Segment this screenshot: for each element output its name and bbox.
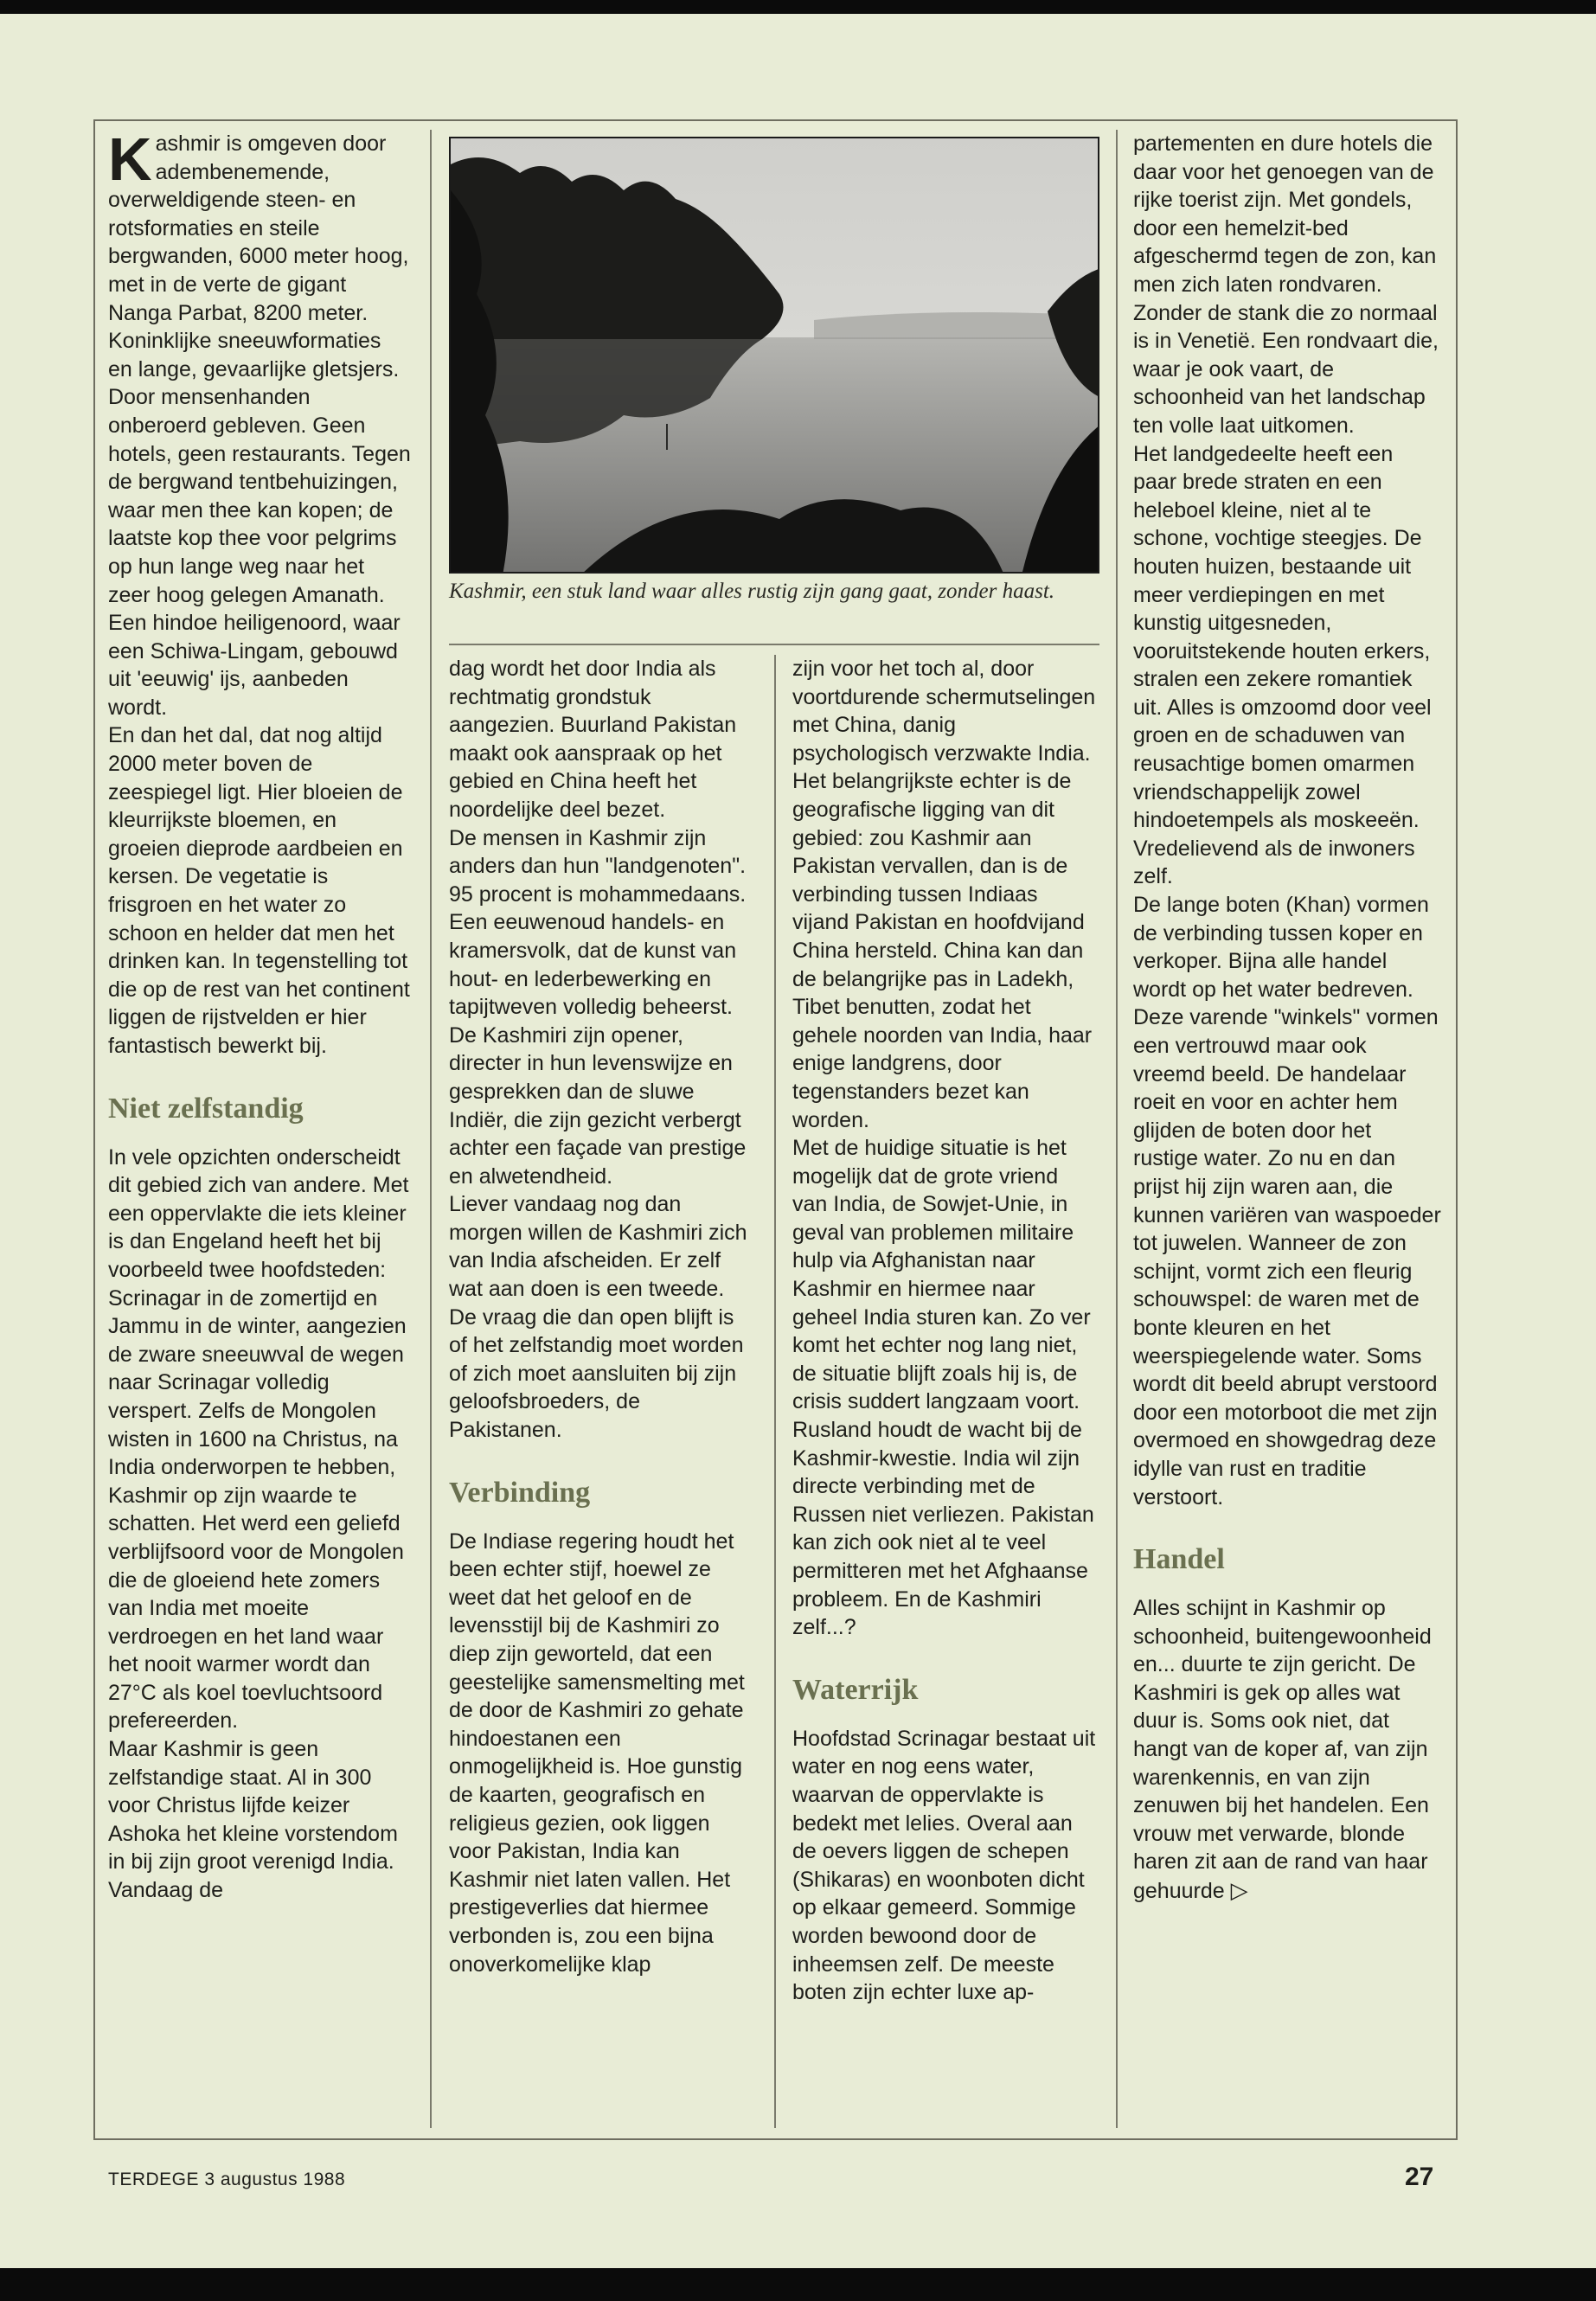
closing-text: Alles schijnt in Kashmir op schoonheid, buitengewoonheid en... duurte te zijn gericht. De Kashmiri is gek op alles wat duur is. Soms ook niet, dat hangt van de koper af, van zijn warenkennis, en van zijn zenuwen bij het handelen. Een vrouw met verwarde, blonde haren zit aan de rand van haar gehuurde: [1133, 1596, 1432, 1904]
lake-landscape-image: [451, 138, 1099, 574]
subheading: Niet zelfstandig: [108, 1092, 304, 1125]
paragraph: In vele opzichten onderscheidt dit gebied zich van andere. Met een oppervlakte die iets kleiner is dan Engeland heeft het bij voorbeeld twee hoofdsteden: Scrinagar in de zomertijd en Jammu in de winter, aangezien de zware sneeuwval de wegen naar Scrinagar volledig verspert. Zelfs de Mongolen wisten in 1600 na Christus, na India onderworpen te hebben, Kashmir op zijn waarde te schatten. Het werd een geliefd verblijfsoord voor de Mongolen die de gloeiend hete zomers van India met moeite verdroegen en het land waar het nooit warmer wordt dan 27°C als koel toevluchtsoord prefereerden.: [108, 1144, 409, 1734]
article-column-1: [108, 125, 411, 1905]
article-column-3: [792, 655, 1097, 2007]
column-rule: [774, 655, 776, 2128]
subheading: Waterrijk: [792, 1673, 919, 1706]
column-rule: [1116, 130, 1118, 2128]
article-column-2: [449, 655, 757, 1978]
paragraph: [1133, 1594, 1441, 1906]
paragraph: zijn voor het toch al, door voortdurende schermutselingen met China, danig psychologisch verzwakte India. Het belangrijkste echter is de geografische ligging van dit gebied: zou Kashmir aan Pakistan vervallen, dan is de verbinding tussen Indiaas vijand Pakistan en hoofdvijand China hersteld. China kan dan de belangrijke pas in Ladekh, Tibet benutten, zodat het gehele noorden van India, haar enige landgrens, door tegenstanders bezet kan worden.: [792, 657, 1096, 1132]
caption-rule: [449, 644, 1099, 645]
paragraph: De Indiase regering houdt het been echter stijf, hoewel ze weet dat het geloof en de levensstijl bij de Kashmiri zo diep zijn geworteld, dat een geestelijke samensmelting met de door de Kashmiri zo gehate hindoestanen een onmogelijkheid is. Hoe gunstig de kaarten, geografisch en religieus gezien, ook liggen voor Pakistan, India kan Kashmir niet laten vallen. Het prestigeverlies dat hiermee verbonden is, zou een bijna onoverkomelijke klap: [449, 1529, 745, 1977]
paragraph: dag wordt het door India als rechtmatig grondstuk aangezien. Buurland Pakistan maakt ook aanspraak op het gebied en China heeft het noordelijke deel bezet.: [449, 657, 737, 822]
paragraph: Maar Kashmir is geen zelfstandige staat. Al in 300 voor Christus lijfde keizer Ashoka het kleine vorstendom in bij zijn groot verenigd India. Vandaag de: [108, 1737, 398, 1903]
paragraph: Liever vandaag nog dan morgen willen de Kashmiri zich van India afscheiden. Er zelf wat aan doen is een tweede. De vraag die dan open blijft is of het zelfstandig moet worden of zich moet aansluiten bij zijn geloofsbroeders, de Pakistanen.: [449, 1192, 747, 1443]
paragraph: partementen en dure hotels die daar voor het genoegen van de rijke toerist zijn. Met gondels, door een hemelzit-bed afgeschermd tegen de zon, kan men zich laten rondvaren. Zonder de stank die zo normaal is in Venetië. Een rondvaart die, waar je ook vaart, de schoonheid van het landschap ten volle laat uitkomen.: [1133, 131, 1439, 438]
drop-cap: K: [108, 125, 152, 193]
paragraph: En dan het dal, dat nog altijd 2000 meter boven de zeespiegel ligt. Hier bloeien de kleurrijkste bloemen, en groeien dieprode aardbeien en kersen. De vegetatie is frisgroen en het water zo schoon en helder dat men het drinken kan. In tegenstelling tot die op de rest van het continent liggen de rijstvelden er hier fantastisch bewerkt bij.: [108, 723, 410, 1058]
scan-border: [0, 2268, 1596, 2301]
paragraph: Hoofdstad Scrinagar bestaat uit water en nog eens water, waarvan de oppervlakte is bedekt met lelies. Overal aan de oevers liggen de schepen (Shikaras) en woonboten dicht op elkaar gemeerd. Sommige worden bewoond door de inheemsen zelf. De meeste boten zijn echter luxe ap-: [792, 1726, 1096, 2005]
intro-text: ashmir is omgeven door adembenemende, overweldigende steen- en rotsformaties en steile bergwanden, 6000 meter hoog, met in de verte de gigant Nanga Parbat, 8200 meter. Koninklijke sneeuwformaties en lange, gevaarlijke gletsjers. Door mensenhanden onberoerd gebleven. Geen hotels, geen restaurants. Tegen de bergwand tentbehuizingen, waar men thee kan kopen; de laatste kop thee voor pelgrims op hun lange weg naar het zeer hoog gelegen Amanath. Een hindoe heiligenoord, waar een Schiwa-Lingam, gebouwd uit 'eeuwig' ijs, aanbeden wordt.: [108, 131, 411, 720]
page-number: 27: [1405, 2163, 1434, 2191]
subheading: Verbinding: [449, 1476, 591, 1509]
article-column-4: [1133, 130, 1441, 1906]
lake-photo: [449, 137, 1099, 574]
column-rule: [430, 130, 432, 2128]
paragraph: Met de huidige situatie is het mogelijk dat de grote vriend van India, de Sowjet-Unie, in geval van problemen militaire hulp via Afghanistan naar Kashmir en hiermee naar geheel India sturen kan. Zo ver komt het echter nog lang niet, de situatie blijft zoals hij is, de crisis suddert langzaam voort. Rusland houdt de wacht bij de Kashmir-kwestie. India wil zijn directe verbinding met de Russen niet verliezen. Pakistan kan zich ook niet al te veel permitteren met het Afghaanse probleem. En de Kashmiri zelf...?: [792, 1136, 1094, 1640]
paragraph: Het landgedeelte heeft een paar brede straten en een heleboel kleine, niet al te schone, vochtige steegjes. De houten huizen, bestaande uit meer verdiepingen en met kunstig uitgesneden, vooruitstekende houten erkers, stralen een zekere romantiek uit. Alles is omzoomd door veel groen en de schaduwen van reusachtige bomen omarmen vriendschappelijk zowel hindoetempels als moskeeën. Vredelievend als de inwoners zelf.: [1133, 441, 1432, 889]
paragraph: De mensen in Kashmir zijn anders dan hun "landgenoten". 95 procent is mohammedaans. Een eeuwenoud handels- en kramersvolk, dat de kunst van hout- en lederbewerking en tapijtweven volledig beheerst. De Kashmiri zijn opener, directer in hun levenswijze en gesprekken dan de sluwe Indiër, die zijn gezicht verbergt achter een façade van prestige en alwetendheid.: [449, 825, 747, 1189]
photo-caption: Kashmir, een stuk land waar alles rustig zijn gang gaat, zonder haast.: [449, 580, 1055, 603]
continue-arrow-icon: ▷: [1230, 1877, 1248, 1904]
paragraph: De lange boten (Khan) vormen de verbinding tussen koper en verkoper. Bijna alle handel wordt op het water bedreven. Deze varende "winkels" vormen een vertrouwd maar ook vreemd beeld. De handelaar roeit en voor en achter hem glijden de boten door het rustige water. Zo nu en dan prijst hij zijn waren aan, die kunnen variëren van waspoeder tot juwelen. Wanneer de zon schijnt, vormt zich een fleurig schouwspel: de waren met de bonte kleuren en het weerspiegelende water. Soms wordt dit beeld abrupt verstoord door een motorboot die met zijn overmoed en showgedrag deze idylle van rust en traditie verstoort.: [1133, 893, 1441, 1509]
intro-paragraph: [108, 125, 411, 721]
footer-issue: TERDEGE 3 augustus 1988: [108, 2170, 346, 2189]
subheading: Handel: [1133, 1543, 1225, 1576]
